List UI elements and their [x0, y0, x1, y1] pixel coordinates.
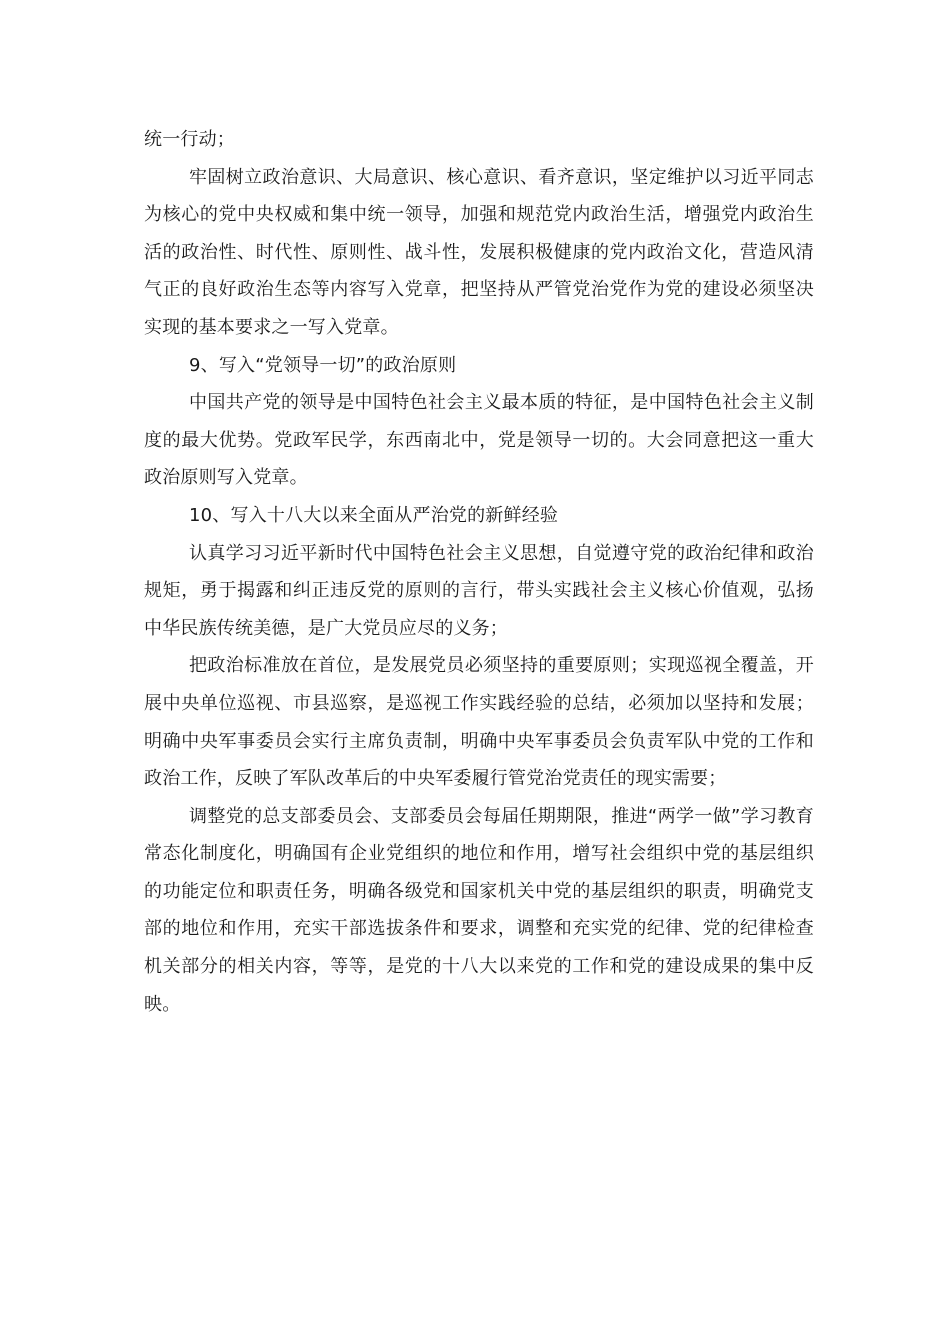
paragraph-party-leadership: 中国共产党的领导是中国特色社会主义最本质的特征，是中国特色社会主义制度的最大优势。党政军民学，东西南北中，党是领导一切的。大会同意把这一重大政治原则写入党章。	[144, 392, 814, 489]
document-body	[144, 121, 814, 1023]
paragraph-political-standards: 把政治标准放在首位，是发展党员必须坚持的重要原则；实现巡视全覆盖，开展中央单位巡视、市县巡察，是巡视工作实践经验的总结，必须加以坚持和发展；明确中央军事委员会实行主席负责制，明确中央军事委员会负责军队中党的工作和政治工作，反映了军队改革后的中央军委履行管党治党责任的现实需要；	[144, 655, 814, 790]
paragraph-branch-adjustments: 调整党的总支部委员会、支部委员会每届任期期限，推进“两学一做”学习教育常态化制度化，明确国有企业党组织的地位和作用，增写社会组织中党的基层组织的功能定位和职责任务，明确各级党和国家机关中党的基层组织的职责，明确党支部的地位和作用，充实干部选拔条件和要求，调整和充实党的纪律、党的纪律检查机关部分的相关内容，等等，是党的十八大以来党的工作和党的建设成果的集中反映。	[144, 805, 814, 1015]
paragraph-continuation: 统一行动；	[144, 129, 235, 150]
paragraph-political-awareness: 牢固树立政治意识、大局意识、核心意识、看齐意识，坚定维护以习近平同志为核心的党中央权威和集中统一领导，加强和规范党内政治生活，增强党内政治生活的政治性、时代性、原则性、战斗性，发展积极健康的党内政治文化，营造风清气正的良好政治生态等内容写入党章，把坚持从严管党治党作为党的建设必须坚决实现的基本要求之一写入党章。	[144, 166, 814, 338]
paragraph-member-duties: 认真学习习近平新时代中国特色社会主义思想，自觉遵守党的政治纪律和政治规矩，勇于揭露和纠正违反党的原则的言行，带头实践社会主义核心价值观，弘扬中华民族传统美德，是广大党员应尽的义务；	[144, 542, 814, 639]
section-heading-9: 9、写入“党领导一切”的政治原则	[189, 354, 457, 376]
section-heading-10: 10、写入十八大以来全面从严治党的新鲜经验	[189, 504, 559, 526]
